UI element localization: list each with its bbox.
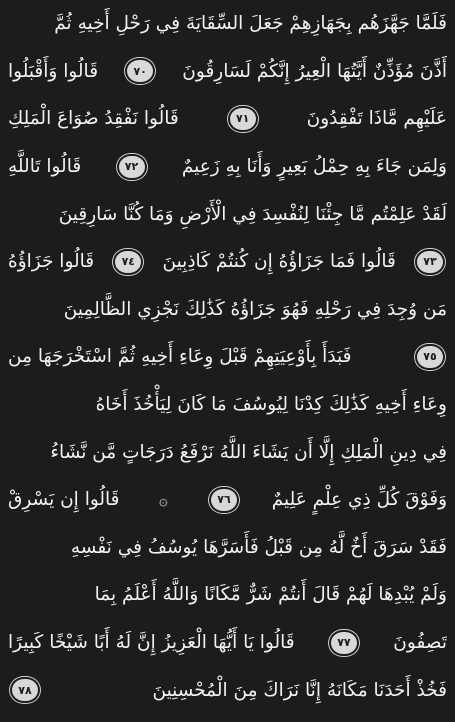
verse-text: قَالُوا فَمَا جَزَاؤُهُ إِن كُنتُمْ كَاذِبِينَ — [162, 251, 396, 273]
ayah-number-marker: ٧٥ — [417, 346, 443, 368]
ayah-number-marker: ٧٠ — [127, 60, 153, 82]
verse-text: لَقَدْ عَلِمْتُم مَّا جِئْنَا لِنُفْسِدَ فِي الْأَرْضِ وَمَا كُنَّا سَارِقِينَ — [58, 203, 447, 225]
verse-text: قَالُوا نَفْقِدُ صُوَاعَ الْمَلِكِ — [8, 108, 179, 130]
ayah-number-marker: ٧٤ — [115, 251, 141, 273]
verse-line — [8, 571, 447, 619]
ayah-number-marker: ٧٨ — [12, 679, 38, 701]
rub-el-hizb-icon: ۞ — [158, 490, 168, 509]
verse-text: فَلَمَّا جَهَّزَهُم بِجَهَازِهِمْ جَعَلَ السِّقَايَةَ فِي رَحْلِ أَخِيهِ ثُمَّ — [54, 13, 447, 35]
verse-text: وِعَاءِ أَخِيهِ كَذَٰلِكَ كِدْنَا لِيُوسُفَ مَا كَانَ لِيَأْخُذَ أَخَاهُ — [95, 394, 447, 416]
verse-text: فَقَدْ سَرَقَ أَخٌ لَّهُ مِن قَبْلُ فَأَسَرَّهَا يُوسُفُ فِي نَفْسِهِ — [70, 536, 447, 558]
verse-line — [8, 286, 447, 334]
verse-text: وَلَمْ يُبْدِهَا لَهُمْ قَالَ أَنتُمْ شَرٌّ مَّكَانًا وَاللَّهُ أَعْلَمُ بِمَا — [94, 584, 447, 606]
verse-line — [8, 333, 447, 381]
verse-line — [8, 428, 447, 476]
verse-text: تَصِفُونَ — [393, 632, 447, 654]
verse-line — [8, 48, 447, 96]
verse-text: وَلِمَن جَاءَ بِهِ حِمْلُ بَعِيرٍ وَأَنَا بِهِ زَعِيمٌ — [181, 156, 447, 178]
ayah-number-marker: ٧٢ — [119, 156, 145, 178]
verse-text: قَالُوا يَا أَيُّهَا الْعَزِيزُ إِنَّ لَهُ أَبًا شَيْخًا كَبِيرًا — [8, 632, 295, 654]
verse-text: قَالُوا جَزَاؤُهُ — [8, 251, 95, 273]
ayah-number-marker: ٧١ — [230, 108, 256, 130]
verse-text: عَلَيْهِم مَّاذَا تَفْقِدُونَ — [306, 108, 447, 130]
verse-text: قَالُوا تَاللَّهِ — [8, 156, 82, 178]
verse-line — [8, 381, 447, 429]
verse-text: فَخُذْ أَحَدَنَا مَكَانَهُ إِنَّا نَرَاكَ مِنَ الْمُحْسِنِينَ — [152, 679, 447, 701]
verse-line — [8, 238, 447, 286]
verse-text: مَن وُجِدَ فِي رَحْلِهِ فَهُوَ جَزَاؤُهُ كَذَٰلِكَ نَجْزِي الظَّالِمِينَ — [63, 298, 447, 320]
verse-text: قَالُوا وَأَقْبَلُوا — [8, 60, 99, 82]
verse-text: وَفَوْقَ كُلِّ ذِي عِلْمٍ عَلِيمٌ — [271, 489, 447, 511]
verse-line — [8, 476, 447, 524]
verse-line — [8, 666, 447, 714]
verse-text: فِي دِينِ الْمَلِكِ إِلَّا أَن يَشَاءَ اللَّهُ نَرْفَعُ دَرَجَاتٍ مَّن نَّشَاءُ — [50, 441, 447, 463]
verse-line — [8, 190, 447, 238]
verse-text: فَبَدَأَ بِأَوْعِيَتِهِمْ قَبْلَ وِعَاءِ أَخِيهِ ثُمَّ اسْتَخْرَجَهَا مِن — [8, 346, 352, 368]
verse-line — [8, 0, 447, 48]
verse-text: أَذَّنَ مُؤَذِّنٌ أَيَّتُهَا الْعِيرُ إِنَّكُمْ لَسَارِقُونَ — [182, 60, 447, 82]
verse-line — [8, 143, 447, 191]
verse-line — [8, 619, 447, 667]
ayah-number-marker: ٧٧ — [331, 632, 357, 654]
verse-line — [8, 524, 447, 572]
ayah-number-marker: ٧٣ — [417, 251, 443, 273]
verse-line — [8, 95, 447, 143]
verse-text: قَالُوا إِن يَسْرِقْ — [8, 489, 120, 511]
ayah-number-marker: ٧٦ — [211, 489, 237, 511]
